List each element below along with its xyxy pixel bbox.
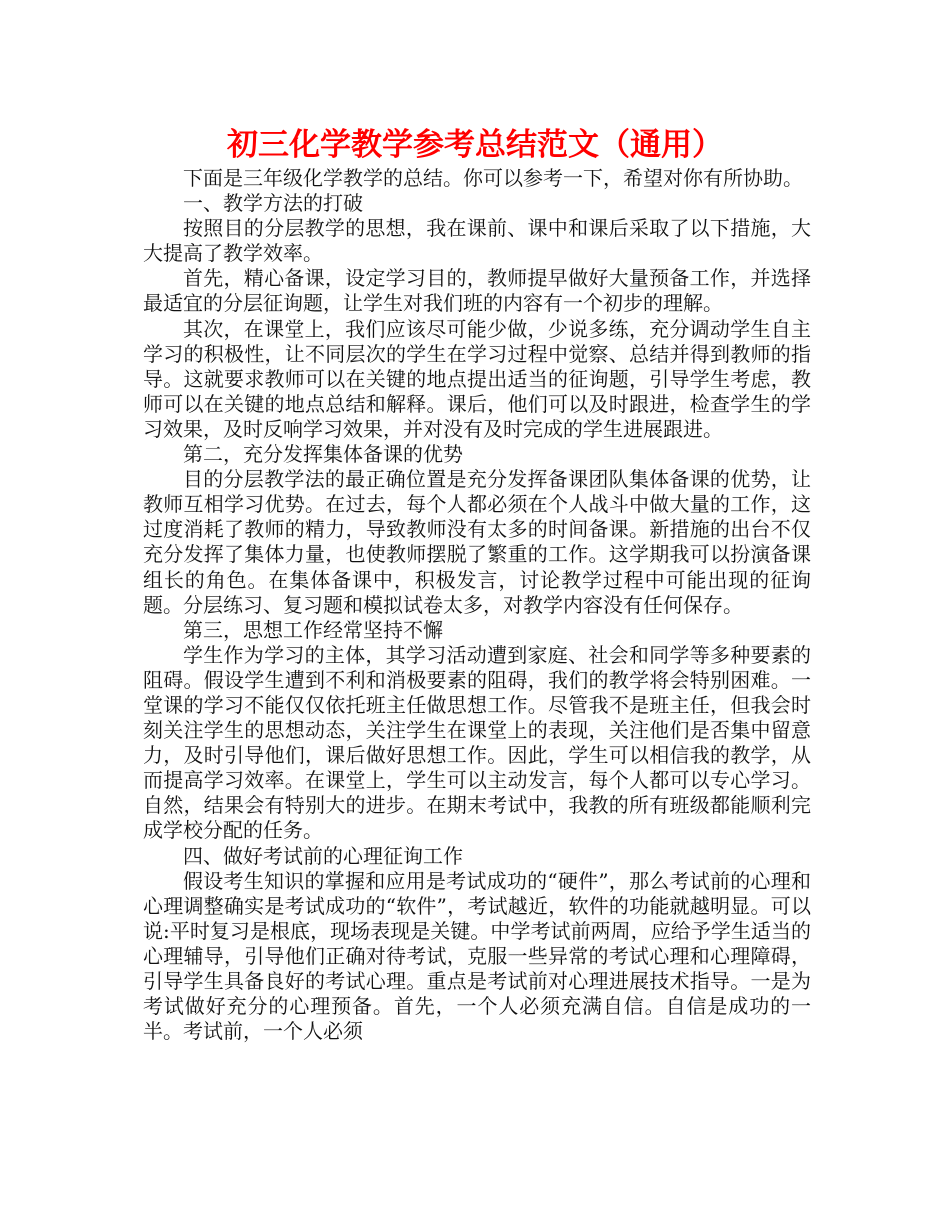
- paragraph-intro: 下面是三年级化学教学的总结。你可以参考一下，希望对你有所协助。: [183, 166, 803, 190]
- paragraph: 首先，精心备课，设定学习目的，教师提早做好大量预备工作，并选择最适宜的分层征询题，让学生对我们班的内容有一个初步的理解。: [143, 266, 811, 316]
- paragraph: 目的分层教学法的最正确位置是充分发挥备课团队集体备课的优势，让教师互相学习优势。在过去，每个人都必须在个人战斗中做大量的工作，这过度消耗了教师的精力，导致教师没有太多的时间备课。新措施的出台不仅充分发挥了集体力量，也使教师摆脱了繁重的工作。这学期我可以扮演备课组长的角色。在集体备课中，积极发言，讨论教学过程中可能出现的征询题。分层练习、复习题和模拟试卷太多，对教学内容没有任何保存。: [143, 467, 811, 617]
- section-heading-3: 第三，思想工作经常坚持不懈: [183, 617, 443, 642]
- paragraph: 学生作为学习的主体，其学习活动遭到家庭、社会和同学等多种要素的阻碍。假设学生遭到不利和消极要素的阻碍，我们的教学将会特别困难。一堂课的学习不能仅仅依托班主任做思想工作。尽管我不是班主任，但我会时刻关注学生的思想动态，关注学生在课堂上的表现，关注他们是否集中留意力，及时引导他们，课后做好思想工作。因此，学生可以相信我的教学，从而提高学习效率。在课堂上，学生可以主动发言，每个人都可以专心学习。自然，结果会有特别大的进步。在期末考试中，我教的所有班级都能顺利完成学校分配的任务。: [143, 642, 811, 843]
- section-heading-2: 第二，充分发挥集体备课的优势: [183, 442, 463, 467]
- document-body: [143, 166, 811, 1044]
- paragraph: 假设考生知识的掌握和应用是考试成功的“硬件”，那么考试前的心理和心理调整确实是考试成功的“软件”，考试越近，软件的功能就越明显。可以说:平时复习是根底，现场表现是关键。中学考试前两周，应给予学生适当的心理辅导，引导他们正确对待考试，克服一些异常的考试心理和心理障碍，引导学生具备良好的考试心理。重点是考试前对心理进展技术指导。一是为考试做好充分的心理预备。首先，一个人必须充满自信。自信是成功的一半。考试前，一个人必须: [143, 868, 811, 1044]
- section-heading-1: 一、教学方法的打破: [183, 191, 363, 216]
- paragraph: 其次，在课堂上，我们应该尽可能少做，少说多练，充分调动学生自主学习的积极性，让不同层次的学生在学习过程中觉察、总结并得到教师的指导。这就要求教师可以在关键的地点提出适当的征询题，引导学生考虑，教师可以在关键的地点总结和解释。课后，他们可以及时跟进，检查学生的学习效果，及时反响学习效果，并对没有及时完成的学生进展跟进。: [143, 316, 811, 441]
- paragraph: 按照目的分层教学的思想，我在课前、课中和课后采取了以下措施，大大提高了教学效率。: [143, 216, 811, 266]
- section-heading-4: 四、做好考试前的心理征询工作: [183, 843, 463, 868]
- document-title: 初三化学教学参考总结范文（通用）: [227, 127, 723, 163]
